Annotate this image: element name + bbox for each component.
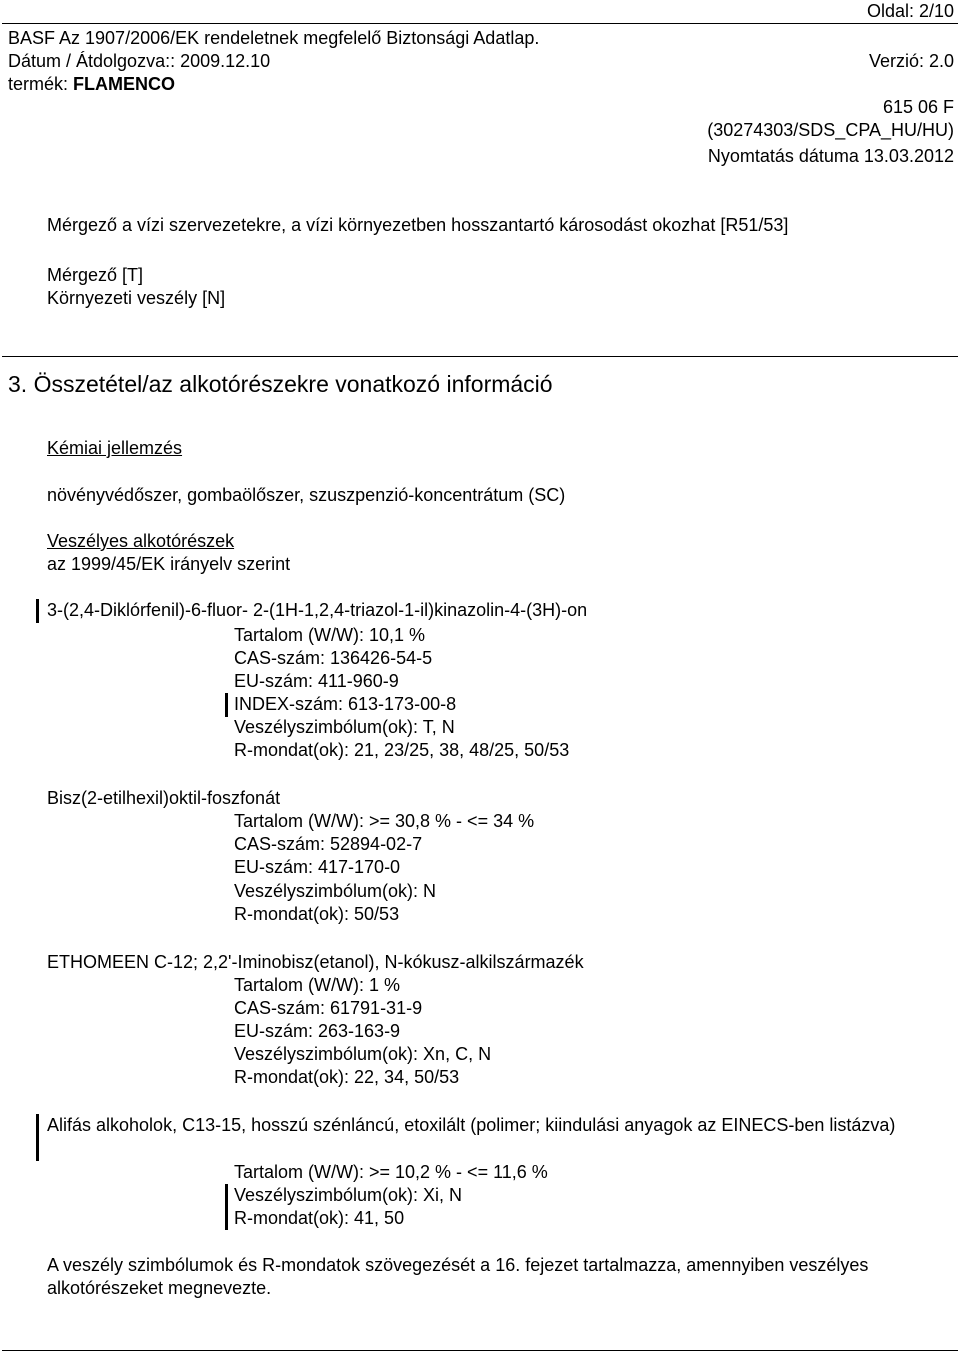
component-name: Alifás alkoholok, C13-15, hosszú szénláncú, etoxilált (polimer; kiindulási anyagok az EINECS-ben listázva) — [47, 1115, 896, 1135]
revision-date: Dátum / Átdolgozva:: 2009.12.10 — [8, 51, 271, 71]
component-index: INDEX-szám: 613-173-00-8 — [234, 694, 457, 714]
product-code: 615 06 F — [882, 97, 954, 117]
document-title: BASF Az 1907/2006/EK rendeletnek megfelelő Biztonsági Adatlap. — [8, 28, 540, 48]
r-phrase: Mérgező a vízi szervezetekre, a vízi környezetben hosszantartó károsodást okozhat [R51/53] — [47, 215, 789, 235]
component-cas: CAS-szám: 52894-02-7 — [234, 834, 423, 854]
print-date: Nyomtatás dátuma 13.03.2012 — [707, 146, 954, 166]
change-bar — [36, 1114, 39, 1161]
product-name: FLAMENCO — [73, 74, 176, 94]
change-bar — [225, 693, 228, 717]
component-cas: CAS-szám: 136426-54-5 — [234, 648, 433, 668]
component-content: Tartalom (W/W): 1 % — [234, 975, 401, 995]
hazard-toxic: Mérgező [T] — [47, 265, 144, 285]
component-name: Bisz(2-etilhexil)oktil-foszfonát — [47, 788, 281, 808]
footer-divider — [2, 1350, 958, 1351]
page-number: Oldal: 2/10 — [866, 1, 954, 21]
chemical-characterization-heading: Kémiai jellemzés — [47, 438, 183, 458]
change-bar — [225, 1184, 228, 1230]
component-content: Tartalom (W/W): 10,1 % — [234, 625, 426, 645]
product-prefix: termék: — [8, 74, 74, 94]
component-content: Tartalom (W/W): >= 30,8 % - <= 34 % — [234, 811, 535, 831]
footer-note: A veszély szimbólumok és R-mondatok szövegezését a 16. fejezet tartalmazza, amennyiben veszélyes alkotórészeket megnevezte. — [47, 1255, 869, 1298]
component-eu: EU-szám: 411-960-9 — [234, 671, 399, 691]
component-name: 3-(2,4-Diklórfenil)-6-fluor- 2-(1H-1,2,4-triazol-1-il)kinazolin-4-(3H)-on — [47, 600, 588, 620]
component-symbols: Veszélyszimbólum(ok): N — [234, 881, 437, 901]
component-eu: EU-szám: 417-170-0 — [234, 857, 401, 877]
hazardous-components-sub: az 1999/45/EK irányelv szerint — [47, 554, 291, 574]
component-content: Tartalom (W/W): >= 10,2 % - <= 11,6 % — [234, 1162, 548, 1182]
component-symbols: Veszélyszimbólum(ok): Xi, N — [234, 1185, 463, 1205]
product-line — [8, 73, 175, 96]
component-cas: CAS-szám: 61791-31-9 — [234, 998, 423, 1018]
header-divider — [2, 23, 958, 24]
chemical-characterization-text: növényvédőszer, gombaölőszer, szuszpenzió-koncentrátum (SC) — [47, 485, 566, 505]
component-symbols: Veszélyszimbólum(ok): T, N — [234, 717, 455, 737]
change-bar — [36, 599, 39, 623]
component-r-phrases: R-mondat(ok): 22, 34, 50/53 — [234, 1067, 460, 1087]
hazardous-components-heading: Veszélyes alkotórészek — [47, 531, 235, 551]
component-symbols: Veszélyszimbólum(ok): Xn, C, N — [234, 1044, 492, 1064]
component-r-phrases: R-mondat(ok): 41, 50 — [234, 1208, 405, 1228]
version: Verzió: 2.0 — [868, 51, 954, 71]
component-r-phrases: R-mondat(ok): 50/53 — [234, 904, 400, 924]
component-r-phrases: R-mondat(ok): 21, 23/25, 38, 48/25, 50/53 — [234, 740, 570, 760]
section-title: 3. Összetétel/az alkotórészekre vonatkozó információ — [8, 371, 553, 397]
sds-code: (30274303/SDS_CPA_HU/HU) — [707, 120, 954, 140]
hazard-environment: Környezeti veszély [N] — [47, 288, 226, 308]
component-eu: EU-szám: 263-163-9 — [234, 1021, 401, 1041]
component-name: ETHOMEEN C-12; 2,2'-Iminobisz(etanol), N-kókusz-alkilszármazék — [47, 952, 584, 972]
section-divider — [2, 356, 958, 357]
